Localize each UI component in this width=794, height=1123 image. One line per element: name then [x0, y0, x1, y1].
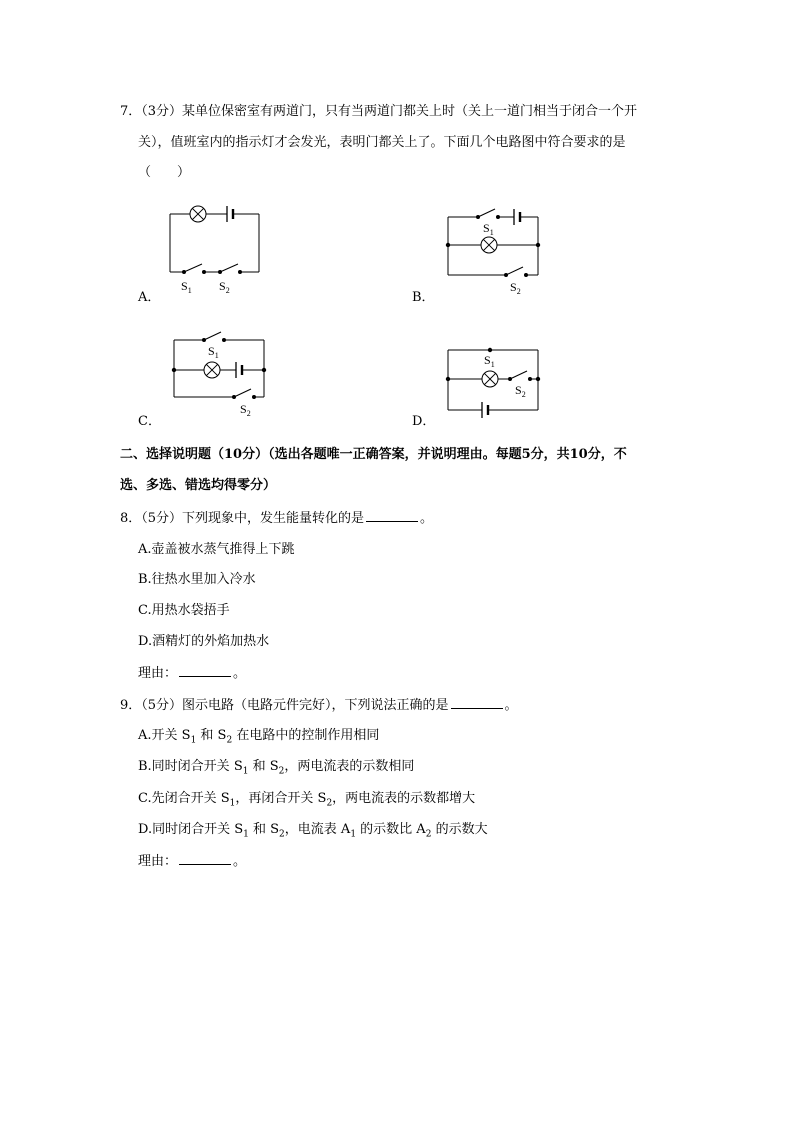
circuit-diagram-b — [438, 198, 548, 296]
switch-s2-label: $S_2$ — [515, 383, 526, 399]
q9-option-d: D.同时闭合开关 $S_1$ 和 $S_2$，电流表 $A_1$ 的示数比 $A_2$ 的示数大 — [138, 822, 488, 840]
q7-stem-line1: 7．（3分）某单位保密室有两道门，只有当两道门都关上时（关上一道门相当于闭合一个开 — [120, 104, 638, 119]
switch-s1-label: $S_1$ — [208, 344, 219, 360]
q9-reason-blank[interactable] — [179, 852, 231, 865]
q9-stem: 9．（5分）图示电路（电路元件完好），下列说法正确的是 。 — [120, 698, 518, 713]
option-d-label: D． — [412, 414, 436, 429]
q8-reason-blank[interactable] — [179, 664, 231, 677]
switch-s1-label: $S_1$ — [484, 353, 495, 369]
q9-option-a: A.开关 $S_1$ 和 $S_2$ 在电路中的控制作用相同 — [138, 728, 380, 746]
q8-reason: 理由： 。 — [138, 666, 247, 681]
q9-reason: 理由： 。 — [138, 854, 247, 869]
q9-option-c: C.先闭合开关 $S_1$，再闭合开关 $S_2$，两电流表的示数都增大 — [138, 791, 476, 809]
option-a-label: A． — [138, 290, 161, 305]
q9-answer-blank[interactable] — [451, 696, 503, 709]
q8-option-a: A.壶盖被水蒸气推得上下跳 — [138, 542, 295, 557]
section2-heading-line2: 选、多选、错选均得零分） — [120, 478, 277, 493]
option-c-label: C． — [138, 414, 161, 429]
circuit-diagram-c — [164, 330, 274, 422]
switch-s2-label: $S_2$ — [510, 280, 521, 296]
switch-s1-label: $S_1$ — [483, 221, 494, 237]
circuit-diagram-d — [438, 338, 548, 420]
q8-option-b: B.往热水里加入冷水 — [138, 572, 256, 587]
q9-option-b: B.同时闭合开关 $S_1$ 和 $S_2$，两电流表的示数相同 — [138, 759, 415, 777]
switch-s2-label: $S_2$ — [240, 402, 251, 418]
section2-heading-line1: 二、选择说明题（10分）（选出各题唯一正确答案，并说明理由。每题5分，共10分，不 — [120, 447, 627, 462]
q7-stem-line3: （ ） — [138, 165, 191, 180]
option-b-label: B． — [412, 290, 435, 305]
q8-answer-blank[interactable] — [366, 509, 418, 522]
switch-s1-label: $S_1$ — [181, 279, 192, 295]
q8-stem: 8．（5分）下列现象中，发生能量转化的是 。 — [120, 511, 434, 526]
circuit-diagram-a — [160, 198, 270, 296]
switch-s2-label: $S_2$ — [219, 279, 230, 295]
q8-option-d: D.酒精灯的外焰加热水 — [138, 634, 270, 649]
q7-stem-line2: 关），值班室内的指示灯才会发光，表明门都关上了。下面几个电路图中符合要求的是 — [138, 135, 626, 150]
q8-option-c: C.用热水袋捂手 — [138, 603, 230, 618]
